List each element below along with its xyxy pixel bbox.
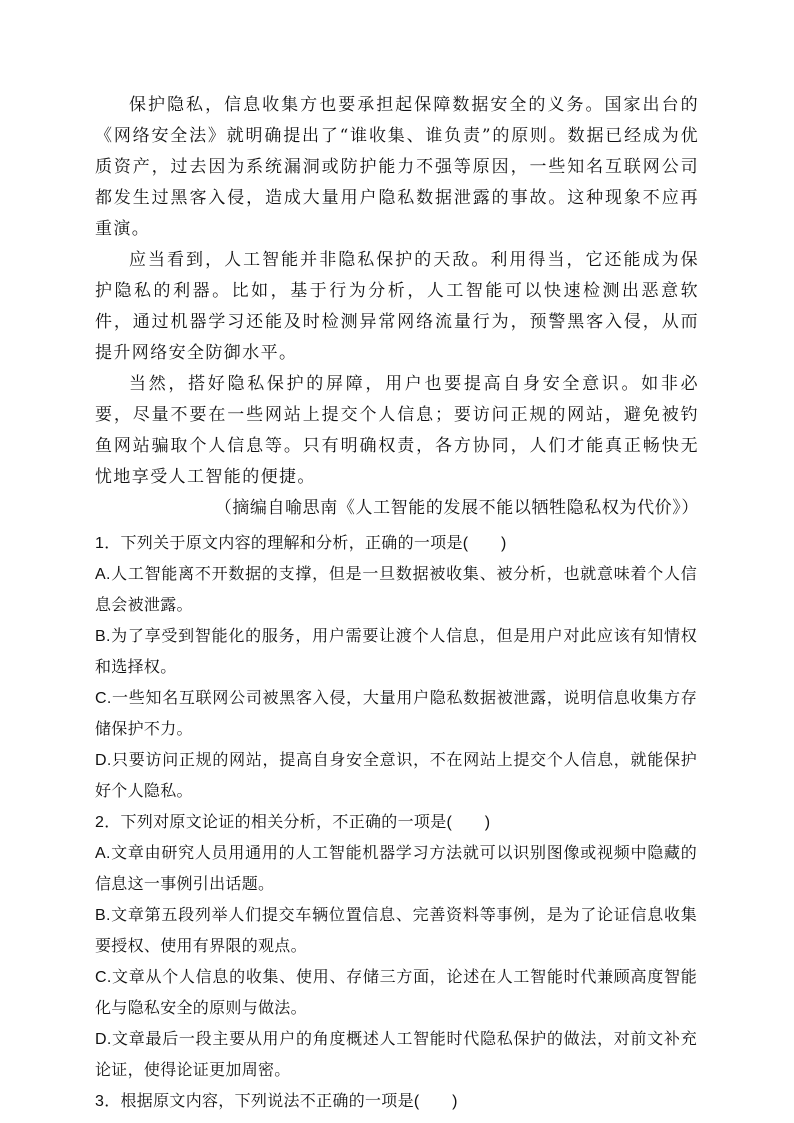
question-1 — [95, 528, 699, 807]
passage-source: （摘编自喻思南《人工智能的发展不能以牺牲隐私权为代价》） — [214, 498, 699, 518]
question-title: 3．根据原文内容，下列说法不正确的一项是( ) — [95, 1093, 458, 1110]
passage-paragraph-3: 当然，搭好隐私保护的屏障，用户也要提高自身安全意识。如非必要，尽量不要在一些网站上提交个人信息；要访问正规的网站，避免被钓鱼网站骗取个人信息等。只有明确权责，各方协同，人们才能真正畅快无忧地享受人工智能的便捷。 — [95, 374, 699, 487]
option-a: A.文章由研究人员用通用的人工智能机器学习方法就可以识别图像或视频中隐藏的信息这一事例引出话题。 — [95, 845, 697, 893]
question-title: 1．下列关于原文内容的理解和分析，正确的一项是( ) — [95, 535, 507, 552]
option-d: D.只要访问正规的网站，提高自身安全意识，不在网站上提交个人信息，就能保护好个人隐私。 — [95, 752, 697, 800]
question-2 — [95, 807, 699, 1086]
question-title: 2．下列对原文论证的相关分析，不正确的一项是( ) — [95, 814, 491, 831]
passage — [95, 90, 699, 524]
passage-paragraph-1: 保护隐私，信息收集方也要承担起保障数据安全的义务。国家出台的《网络安全法》就明确提出了“谁收集、谁负责”的原则。数据已经成为优质资产，过去因为系统漏洞或防护能力不强等原因，一些知名互联网公司都发生过黑客入侵，造成大量用户隐私数据泄露的事故。这种现象不应再重演。 — [95, 95, 699, 239]
question-3 — [95, 1086, 699, 1117]
option-c: C.文章从个人信息的收集、使用、存储三方面，论述在人工智能时代兼顾高度智能化与隐私安全的原则与做法。 — [95, 969, 697, 1017]
option-a: A.人工智能离不开数据的支撑，但是一旦数据被收集、被分析，也就意味着个人信息会被泄露。 — [95, 566, 697, 614]
option-c: C.一些知名互联网公司被黑客入侵，大量用户隐私数据被泄露，说明信息收集方存储保护不力。 — [95, 690, 697, 738]
option-b: B.文章第五段列举人们提交车辆位置信息、完善资料等事例，是为了论证信息收集要授权、使用有界限的观点。 — [95, 907, 697, 955]
passage-paragraph-2: 应当看到，人工智能并非隐私保护的天敌。利用得当，它还能成为保护隐私的利器。比如，基于行为分析，人工智能可以快速检测出恶意软件，通过机器学习还能及时检测异常网络流量行为，预警黑客入侵，从而提升网络安全防御水平。 — [95, 250, 699, 363]
option-d: D.文章最后一段主要从用户的角度概述人工智能时代隐私保护的做法，对前文补充论证，使得论证更加周密。 — [95, 1031, 697, 1079]
option-b: B.为了享受到智能化的服务，用户需要让渡个人信息，但是用户对此应该有知情权和选择权。 — [95, 628, 697, 676]
questions — [95, 528, 699, 1117]
